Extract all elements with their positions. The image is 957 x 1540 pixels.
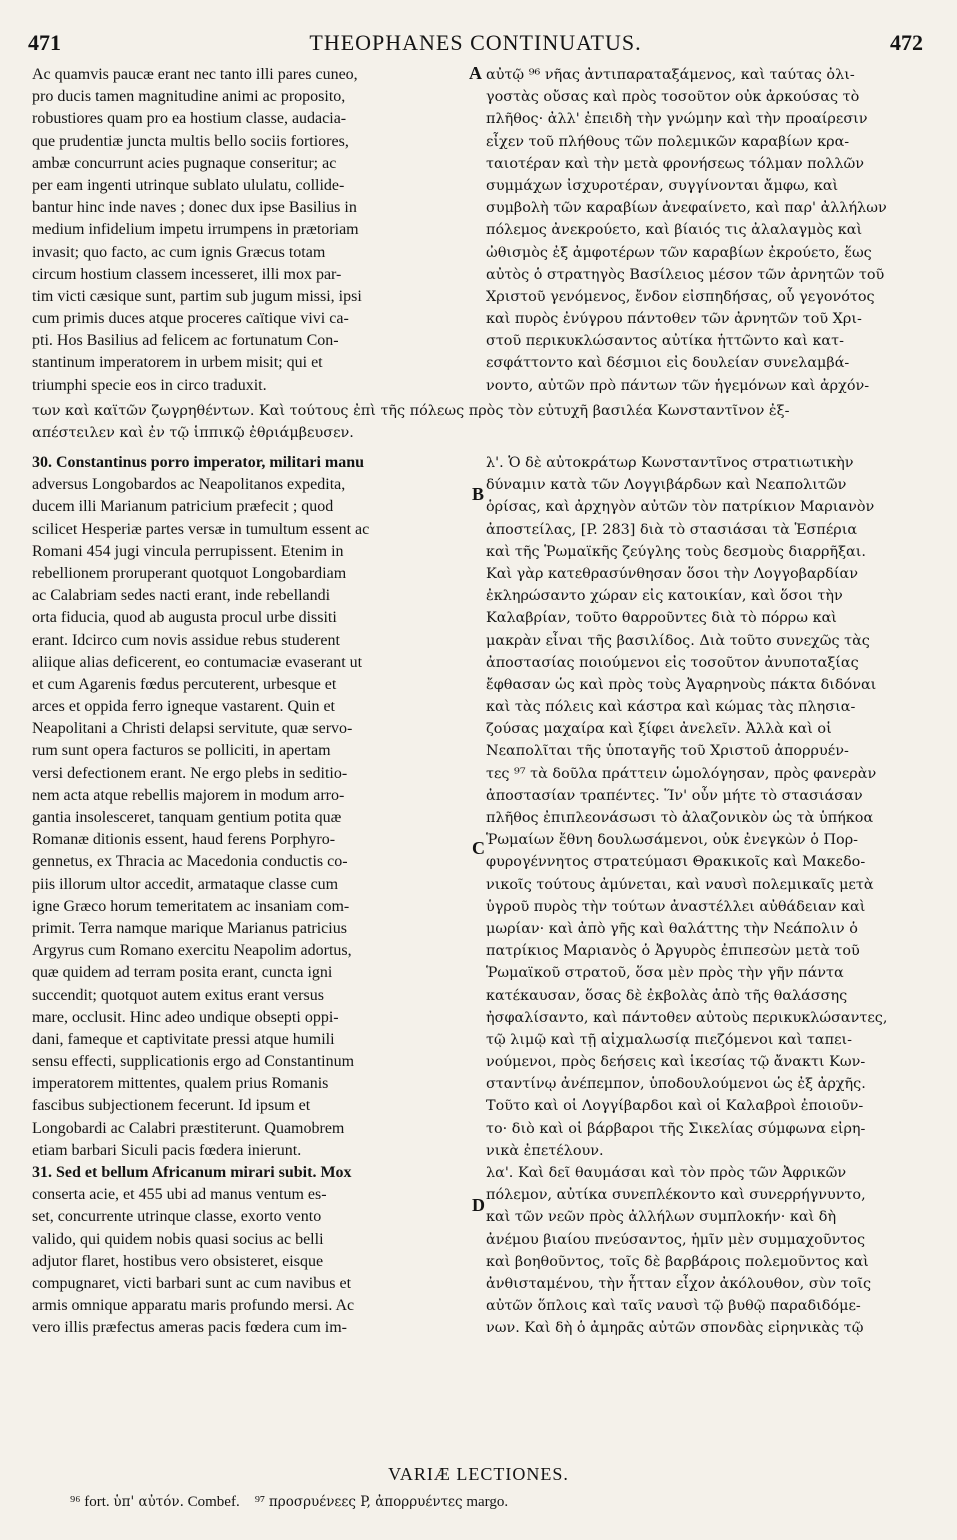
greek-line: Καλαβρίαν, τοῦτο θαρροῦντες διὰ τὸ πόρρω καὶ [486,610,837,627]
greek-line: πόλεμος ἀνεκρούετο, καὶ βίαιός τις ἀλαλαγμὸς καὶ [486,222,863,239]
page-header [28,30,923,62]
greek-line: ἔφθασαν ὡς καὶ πρὸς τοὺς Ἀγαρηνοὺς πάκτα διδόναι [486,676,877,693]
greek-line: αὐτὸς ὁ στρατηγὸς Βασίλειος μέσον τῶν ἀρνητῶν τοῦ [486,266,885,283]
latin-line: gantia insolesceret, tanquam gentium potita quæ [32,809,342,826]
greek-line: Καὶ γὰρ κατεθρασύνθησαν ὅσοι τὴν Λογγοβαρδίαν [486,565,858,582]
greek-line: πόλεμον, αὐτίκα συνεπλέκοντο καὶ συνερρήγνυντο, [486,1187,866,1204]
greek-line: ὠθισμὸς ἐξ ἀμφοτέρων τῶν καραβίων ἐκρούετο, ἕως [486,244,872,261]
greek-line: στοῦ περικυκλώσαντος αὐτίκα ἡττῶντο καὶ κατ- [486,333,844,350]
greek-line: νούμενοι, πρὸς δεήσεις καὶ ἱκεσίας τῷ ἄνακτι Κων- [486,1054,866,1071]
margin-marker-a: A [469,63,482,83]
latin-line: bantur hinc inde naves ; donec dux ipse Basilius in [32,199,357,217]
page-number-left: 471 [28,30,61,55]
greek-line: ταιοτέραν καὶ τὴν μετὰ φρονήσεως τόλμαν πολλῶν [486,155,865,172]
latin-line: quæ quidem ad terram posita erant, cuncta igni [32,964,333,982]
greek-line: νικοῖς τούτους ἀμύνεται, καὶ ναυσὶ πολεμικαῖς μετὰ [486,876,874,893]
page-number-right: 472 [890,30,923,55]
latin-line: Ac quamvis paucæ erant nec tanto illi pares cuneo, [32,66,358,83]
greek-line: καὶ τῆς Ῥωμαϊκῆς ζεύγλης τοὺς δεσμοὺς διαρρῆξαι. [486,543,866,560]
greek-line: πλῆθος· ἀλλ' ἐπειδὴ τὴν γνώμην καὶ τὴν προαίρεσιν [486,111,868,128]
greek-line: καὶ πυρὸς ἐνύγρου πάντοθεν τῶν ἀρνητῶν τοῦ Χρι- [486,311,862,328]
latin-line: valido, qui quidem nobis quasi socius ac belli [32,1230,324,1248]
greek-line: καὶ τὰς πόλεις καὶ κάστρα καὶ κώμας τὰς πλησια- [486,699,856,716]
latin-line: pti. Hos Basilius ad felicem ac fortunatum Con- [32,332,339,350]
greek-line: εἶχεν τοῦ πλήθους τῶν πολεμικῶν καραβίων κρα- [486,133,850,150]
latin-line: nem acta atque rebellis majorem in modum arro- [32,786,345,804]
greek-line: νοντο, αὐτῶν πρὸ πάντων τῶν ἡγεμόνων καὶ ἀρχόν- [486,377,870,394]
latin-line: armis omnique apparatu maris profundo mersi. Ac [32,1297,355,1315]
greek-line: φυρογέννητος στρατεύμασι Θρακικοῖς καὶ Μακεδο- [486,854,866,871]
latin-line: erant. Idcirco cum novis assidue rebus studerent [32,631,340,649]
latin-line: ambæ concurrunt acies pugnaque conseritur; ac [32,154,337,172]
latin-line: Argyrus cum Romano exercitu Neapolim adortus, [32,942,352,960]
greek-line: ἀποστείλας, [P. 283] διὰ τὸ στασιάσαι τὰ Ἑσπέρια [486,521,858,538]
latin-line: rum sunt opera facturos se polliciti, in apertam [32,742,331,760]
latin-line: rebellionem proruperant quotquot Longobardiam [32,564,347,582]
greek-line: αὐτῷ ⁹⁶ νῆας ἀντιπαραταξάμενος, καὶ ταύτας ὀλι- [486,67,855,83]
margin-marker-d: D [472,1195,485,1215]
latin-line: tim victi cæsique sunt, partim sub jugum missi, ipsi [32,287,362,305]
latin-line: etiam barbari Siculi pacis fœdera inierunt. [32,1141,302,1159]
latin-line: orta fiducia, quod ab augusta procul urbe dissiti [32,609,337,627]
latin-line: fascibus subjectionem fecerunt. Id ipsum et [32,1097,311,1115]
greek-line: συμμάχων ἰσχυροτέραν, συγγίνονται ἄμφω, καὶ [486,177,839,194]
latin-line: 30. Constantinus porro imperator, militari manu [32,454,365,471]
latin-line: arces et oppida ferro igneque vastarent. Quin et [32,698,335,716]
latin-line: ducem illi Marianum patricium præfecit ; quod [32,498,334,516]
latin-line: gennetus, ex Thracia ac Macedonia conductis co- [32,853,348,871]
greek-line: Ῥωμαίων ἔθνη δουλωσάμενοι, οὐκ ἐνεγκὼν ὁ Πορ- [486,832,859,849]
latin-line: conserta acie, et 455 ubi ad manus ventum es- [32,1186,327,1204]
footnotes [70,1494,508,1511]
latin-line: robustiores quam pro ea hostium classe, audacia- [32,110,347,128]
greek-line: μακρὰν εἶναι τῆς βασιλίδος. Διὰ τοῦτο συνεχῶς τὰς [486,632,870,649]
latin-line: primit. Terra namque marique Marianus patricius [32,919,347,937]
latin-line: adjutor flaret, hostibus vero obsisteret, eisque [32,1252,324,1270]
latin-line: imperatorem mittentes, qualem prius Romanis [32,1075,329,1093]
greek-line: ὁρίσας, καὶ ἀρχηγὸν αὐτῶν τὸν πατρίκιον Μαριανὸν [486,499,875,516]
latin-line: scilicet Hesperiæ partes versæ in tumultum essent ac [32,520,370,538]
greek-line: μωρίαν· καὶ ἀπὸ γῆς καὶ θαλάττης τὴν Νεάπολιν ὁ [486,920,858,937]
greek-line: ἀνέμου βιαίου πνεύσαντος, ἡμῖν μὲν συμμαχοῦντος [486,1231,865,1248]
latin-line: versi defectionem erant. Ne ergo plebs in seditio- [32,764,348,782]
greek-line: καὶ βοηθοῦντος, τοῖς δὲ βαρβάροις πολεμοῦντος καὶ [486,1253,869,1270]
latin-line: ac Calabriam sedes nacti erant, inde rebellandi [32,587,331,605]
greek-line: καὶ τῶν νεῶν πρὸς ἀλλήλων συμπλοκήν· καὶ δὴ [486,1209,837,1226]
latin-line: succendit; quotquot autem exitus erant versus [32,986,324,1004]
latin-line: adversus Longobardos ac Neapolitanos expedita, [32,476,346,494]
greek-line: εσφάττοντο καὶ δέσμιοι εἰς δουλείαν συνελαμβά- [486,355,850,372]
greek-line: πατρίκιος Μαριανὸς ὁ Ἀργυρὸς ἐπιπεσὼν μετὰ τοῦ [486,943,860,960]
greek-line: τῷ λιμῷ καὶ τῇ αἰχμαλωσίᾳ πιεζόμενοι καὶ ταπει- [486,1031,853,1048]
latin-line: que prudentiæ juncta multis bello sociis fortiores, [32,132,349,150]
footnote-97-greek: προσρυένεες P, ἀπορρυέντες [268,1494,463,1510]
latin-line: igne Græco horum temeritatem ac insaniam com- [32,897,350,915]
footnote-96-label: ⁹⁶ fort. [70,1494,110,1510]
greek-line: αὐτῶν ὅπλοις καὶ ταῖς ναυσὶ τῷ βυθῷ παραδιδόμε- [486,1298,861,1315]
greek-line: νων. Καὶ δὴ ὁ ἀμηρᾶς αὐτῶν σπονδὰς εἰρηνικὰς τῷ [486,1320,864,1337]
latin-line: pro ducis tamen magnitudine animi ac proposito, [32,88,346,106]
greek-column-top [486,64,926,397]
greek-line: γοστὰς οὔσας καὶ πρὸς τοσοῦτον οὐκ ἀρκούσας τὸ [486,89,860,106]
latin-line: sensu effecti, supplicationis ergo ad Constantinum [32,1053,355,1071]
running-title: THEOPHANES CONTINUATUS. [309,30,642,55]
greek-line: Νεαπολῖται τῆς ὑποταγῆς τοῦ Χριστοῦ ἀπορρυέν- [486,743,849,760]
latin-column-top [32,64,472,397]
greek-line: δύναμιν κατὰ τῶν Λογγιβάρδων καὶ Νεαπολιτῶν [486,477,847,494]
latin-line: aliique alias deficerent, eo contumaciæ evaserant ut [32,653,363,671]
greek-line: Ῥωμαϊκοῦ στρατοῦ, ὅσα μὲν πρὸς τὴν γῆν πάντα [486,965,844,982]
greek-line: ἠσφαλίσαντο, καὶ πάντοθεν αὐτοὺς περικυκλώσαντες, [486,1009,888,1026]
footnote-96-tail: Combef. [187,1494,240,1510]
greek-line: ὑγροῦ πυρὸς τὴν τούτων ἀναστέλλει αὐθάδειαν καὶ [486,898,866,915]
latin-line: Neapolitani a Christi delapsi servitute, quæ servo- [32,720,353,738]
latin-line: piis illorum ultor accedit, armataque classe cum [32,875,339,893]
margin-marker-c: C [472,838,485,858]
latin-line: 31. Sed et bellum Africanum mirari subit. Mox [32,1164,352,1181]
latin-line: dani, fameque et captivitate pressi atque humili [32,1030,335,1048]
greek-line: ἀποστασίας ποιούμενοι εἰς τοσοῦτον ἀνυποταξίας [486,654,859,671]
greek-line: ἐκληρώσαντο χώραν εἰς κατοικίαν, καὶ ὅσοι τὴν [486,588,843,605]
latin-line: cum primis duces atque proceres caïtique vivi ca- [32,310,349,328]
greek-full-line: απέστειλεν καὶ ἐν τῷ ἱππικῷ ἐθριάμβευσεν. [32,425,354,441]
greek-line: ἀποστασίαν τραπέντες. Ἵν' οὖν μήτε τὸ στασιάσαν [486,787,863,804]
greek-column-main [486,452,926,1340]
greek-line: το· διὸ καὶ οἱ βάρβαροι τῆς Σικελίας σύμφωνα εἰρη- [486,1120,866,1137]
greek-line: ζούσας μαχαίρα καὶ ξίφει ἀνελεῖν. Ἀλλὰ καὶ οἱ [486,721,832,738]
latin-line: et cum Agarenis fœdus percuterent, urbesque et [32,675,337,693]
margin-marker-b: B [472,484,485,504]
greek-full-line: των καὶ καϊτῶν ζωγρηθέντων. Καὶ τούτους ἐπὶ τῆς πόλεως πρὸς τὸν εὐτυχῆ βασιλέα Κωνσταντῖνον ἐξ- [32,403,790,419]
greek-line: λα'. Καὶ δεῖ θαυμάσαι καὶ τὸν πρὸς τῶν Ἀφρικῶν [486,1165,847,1181]
footnote-97-tail: margo. [466,1494,509,1510]
latin-line: per eam ingenti utrinque sublato ululatu, collide- [32,176,345,194]
latin-column-main [32,452,472,1340]
footnote-97-label: ⁹⁷ [254,1494,266,1510]
latin-line: set, concurrente utrinque classe, exorto vento [32,1208,322,1226]
latin-line: Romanæ ditionis essent, haud ferens Porphyro- [32,831,336,849]
latin-line: Longobardi ac Calabri præstiterunt. Quamobrem [32,1119,345,1137]
latin-line: triumphi specie eos in circo traduxit. [32,376,267,394]
variae-lectiones-heading: VARIÆ LECTIONES. [388,1464,569,1484]
latin-line: compugnaret, victi barbari sunt ac cum navibus et [32,1274,352,1292]
latin-line: stantinum imperatorem in urbem misit; qui et [32,354,323,372]
latin-line: medium infidelium impetu irrumpens in prætoriam [32,221,359,239]
latin-line: circum hostium classem incesseret, illi mox par- [32,265,342,283]
greek-line: πλῆθος ἐπιπλεονάσωσι τὸ ἀλαζονικὸν ὡς τὰ ὑπήκοα [486,810,874,826]
greek-line: νικὰ ἐπετέλουν. [486,1142,604,1159]
greek-line: ἀνθισταμένου, τὴν ἧτταν εἶχον ἀκόλουθον, σὺν τοῖς [486,1275,872,1292]
greek-line: Χριστοῦ γενόμενος, ἔνδον εἰσπηδήσας, οὗ γεγονότος [486,288,875,305]
latin-line: vero illis præfectus ameras pacis fœdera cum im- [32,1319,347,1337]
greek-line: λ'. Ὁ δὲ αὐτοκράτωρ Κωνσταντῖνος στρατιωτικὴν [486,455,854,471]
latin-line: mare, occlusit. Hinc adeo undique obsepti oppi- [32,1008,339,1026]
latin-line: invasit; quo facto, ac cum ignis Græcus totam [32,243,326,261]
footnote-96-greek: ὑπ' αὐτόν. [113,1494,184,1510]
latin-line: Romani 454 jugi vincula perrupissent. Etenim in [32,542,344,560]
greek-line: σταντίνῳ ἀνέπεμπον, ὑποδουλούμενοι ὡς ἐξ ἀρχῆς. [486,1076,866,1093]
greek-line: κατέκαυσαν, ὅσας δὲ ἐκβολὰς ἀπὸ τῆς θαλάσσης [486,987,848,1004]
greek-line: Τοῦτο καὶ οἱ Λογγίβαρδοι καὶ οἱ Καλαβροὶ ἐποιοῦν- [486,1098,864,1115]
greek-line: τες ⁹⁷ τὰ δοῦλα πράττειν ὡμολόγησαν, πρὸς φανερὰν [486,765,877,782]
greek-line: συμβολὴ τῶν καραβίων ἀνεφαίνετο, καὶ παρ' ἀλλήλων [486,200,887,217]
